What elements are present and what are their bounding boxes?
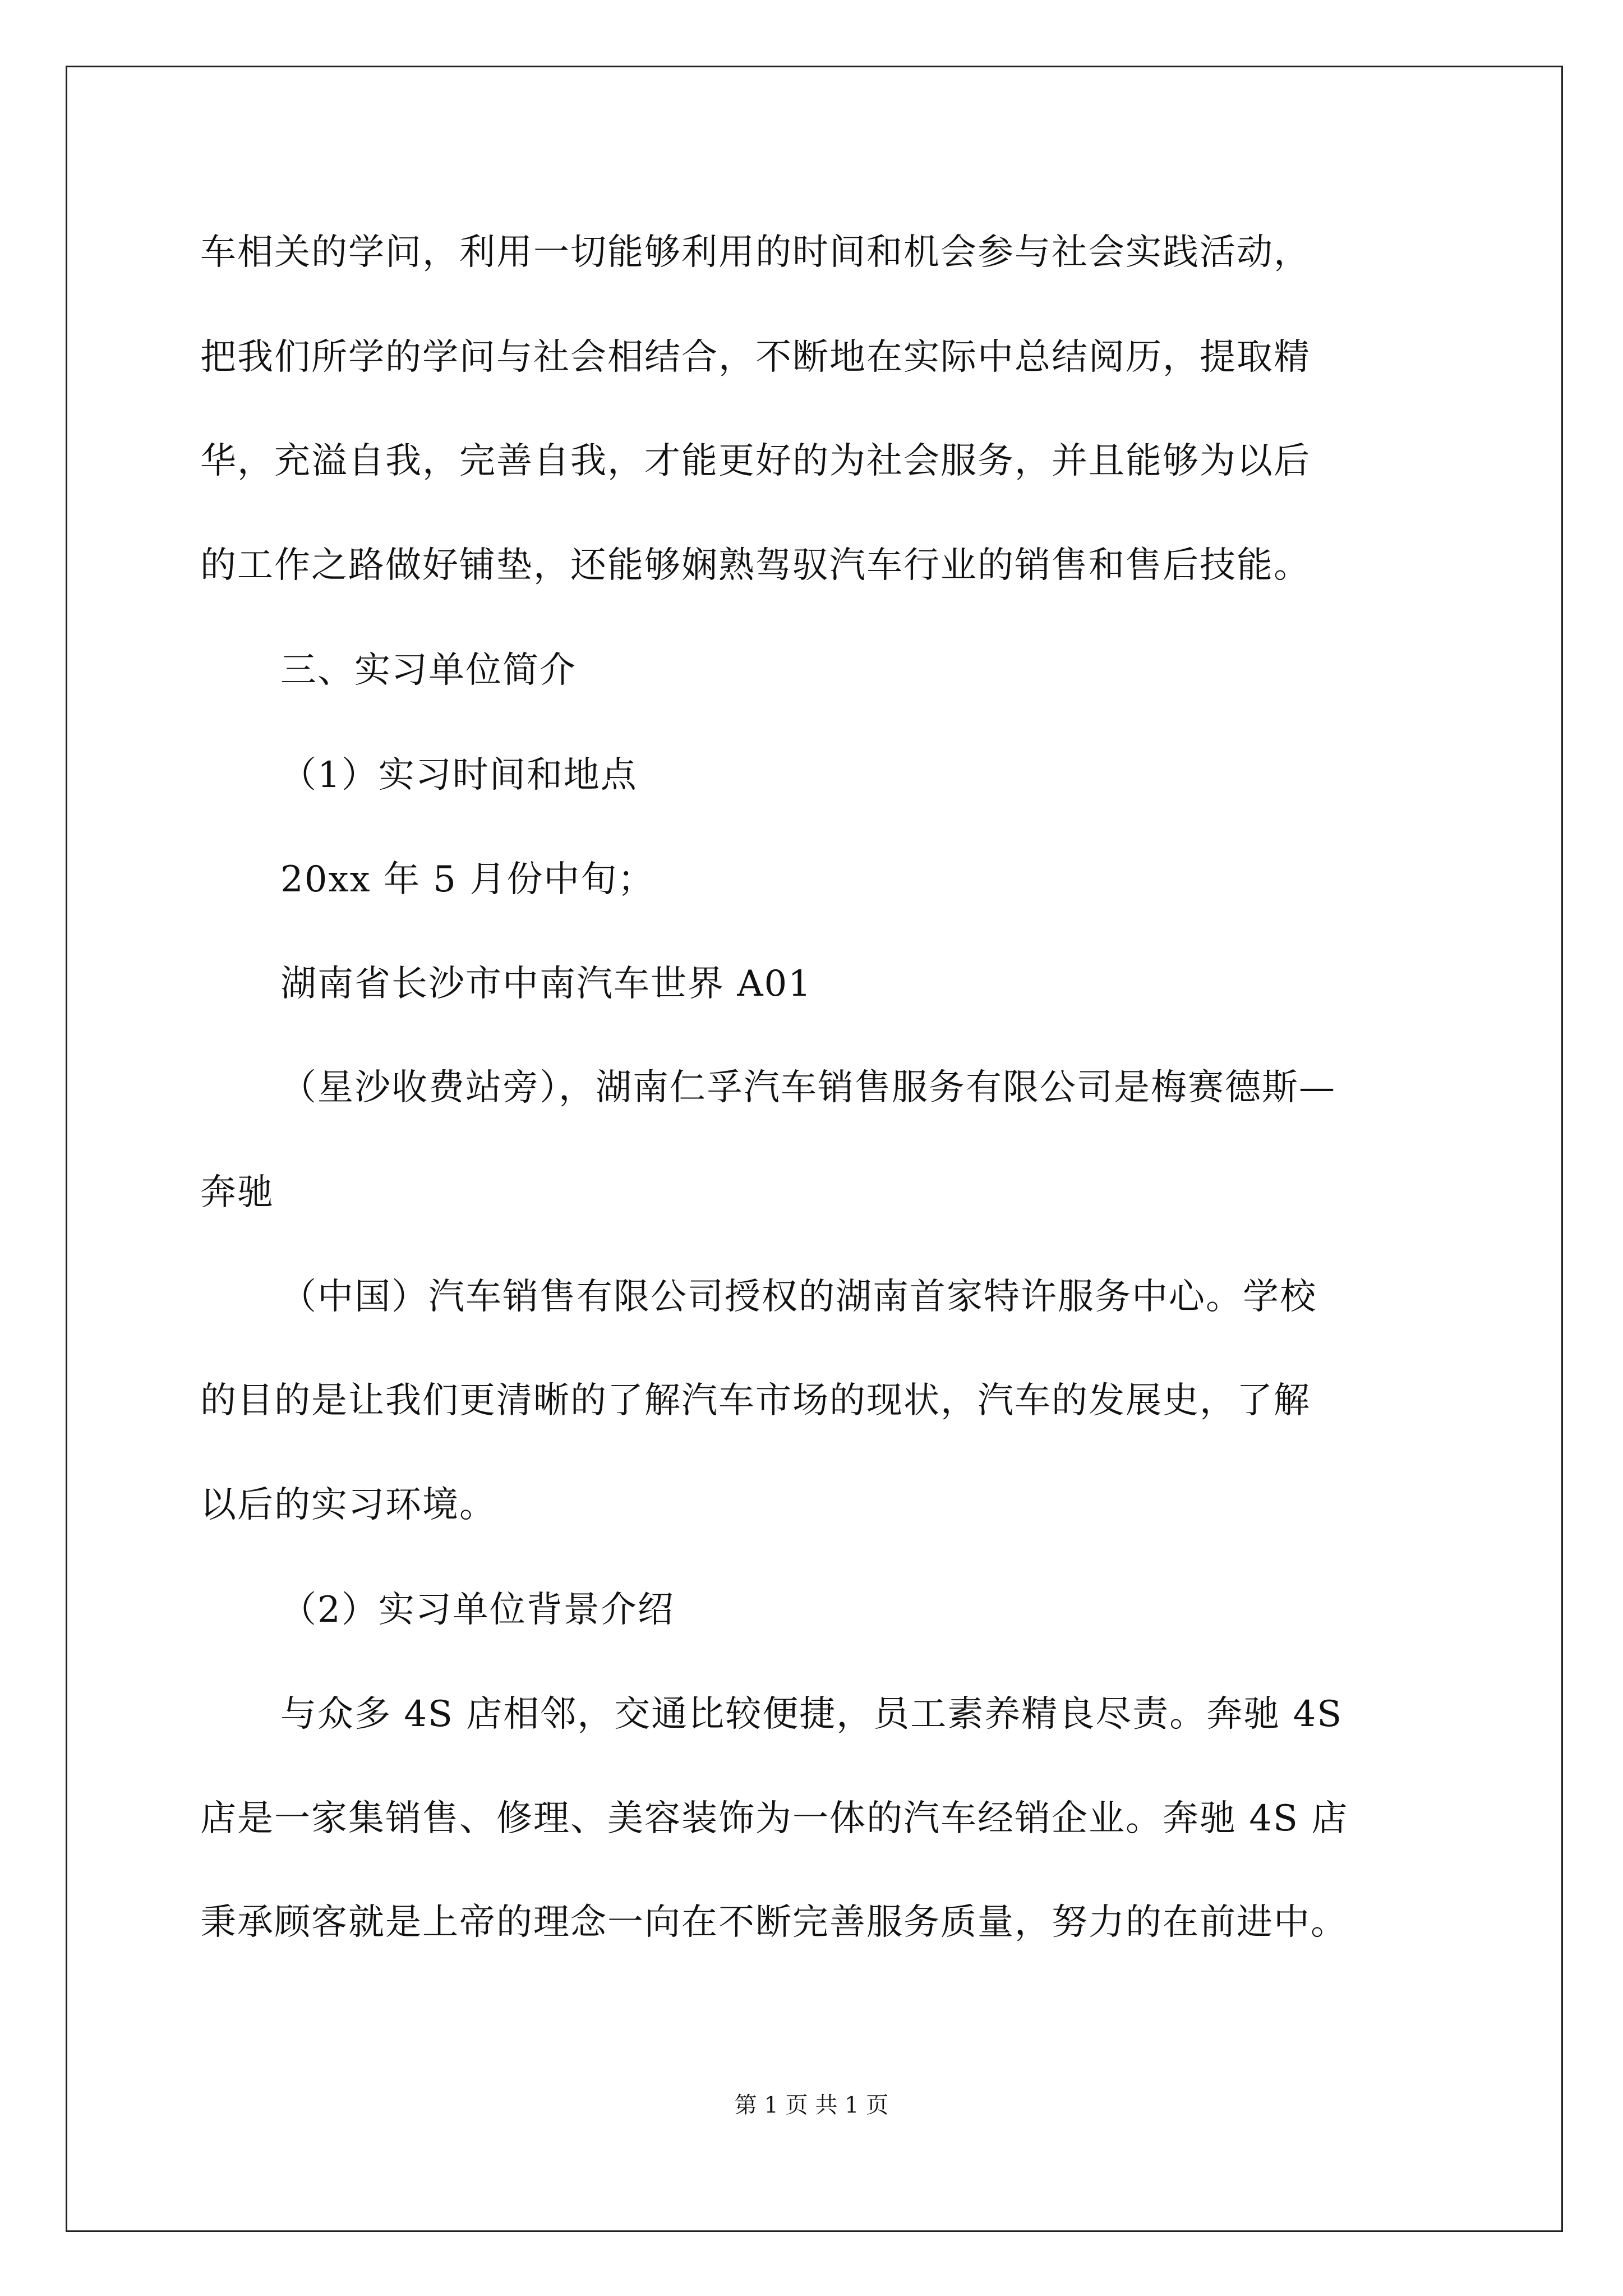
paragraph-line: 湖南省长沙市中南汽车世界 A01: [280, 963, 812, 1005]
paragraph-line: 的工作之路做好铺垫，还能够娴熟驾驭汽车行业的销售和售后技能。: [200, 545, 1311, 586]
section-heading: 三、实习单位简介: [280, 650, 577, 691]
paragraph-line: 奔驰: [200, 1172, 274, 1213]
subsection-heading: （2）实习单位背景介绍: [280, 1589, 675, 1631]
paragraph-line: 车相关的学问，利用一切能够利用的时间和机会参与社会实践活动，: [200, 232, 1311, 273]
page-number-footer: 第 1 页 共 1 页: [734, 2092, 889, 2118]
paragraph-line: 把我们所学的学问与社会相结合，不断地在实际中总结阅历，提取精: [200, 337, 1311, 378]
paragraph-line: 以后的实习环境。: [200, 1484, 496, 1526]
paragraph-line: （星沙收费站旁），湖南仁孚汽车销售服务有限公司是梅赛德斯—: [280, 1067, 1336, 1108]
paragraph-line: 20xx 年 5 月份中旬；: [280, 859, 655, 900]
paragraph-line: 的目的是让我们更清晰的了解汽车市场的现状，汽车的发展史，了解: [200, 1380, 1311, 1421]
paragraph-line: 华，充溢自我，完善自我，才能更好的为社会服务，并且能够为以后: [200, 440, 1311, 482]
paragraph-line: 店是一家集销售、修理、美容装饰为一体的汽车经销企业。奔驰 4S 店: [200, 1798, 1349, 1839]
paragraph-line: 秉承顾客就是上帝的理念一向在不断完善服务质量，努力的在前进中。: [200, 1902, 1348, 1943]
paragraph-line: 与众多 4S 店相邻，交通比较便捷，员工素养精良尽责。奔驰 4S: [280, 1694, 1343, 1735]
paragraph-line: （中国）汽车销售有限公司授权的湖南首家特许服务中心。学校: [280, 1276, 1317, 1318]
subsection-heading: （1）实习时间和地点: [280, 754, 638, 796]
